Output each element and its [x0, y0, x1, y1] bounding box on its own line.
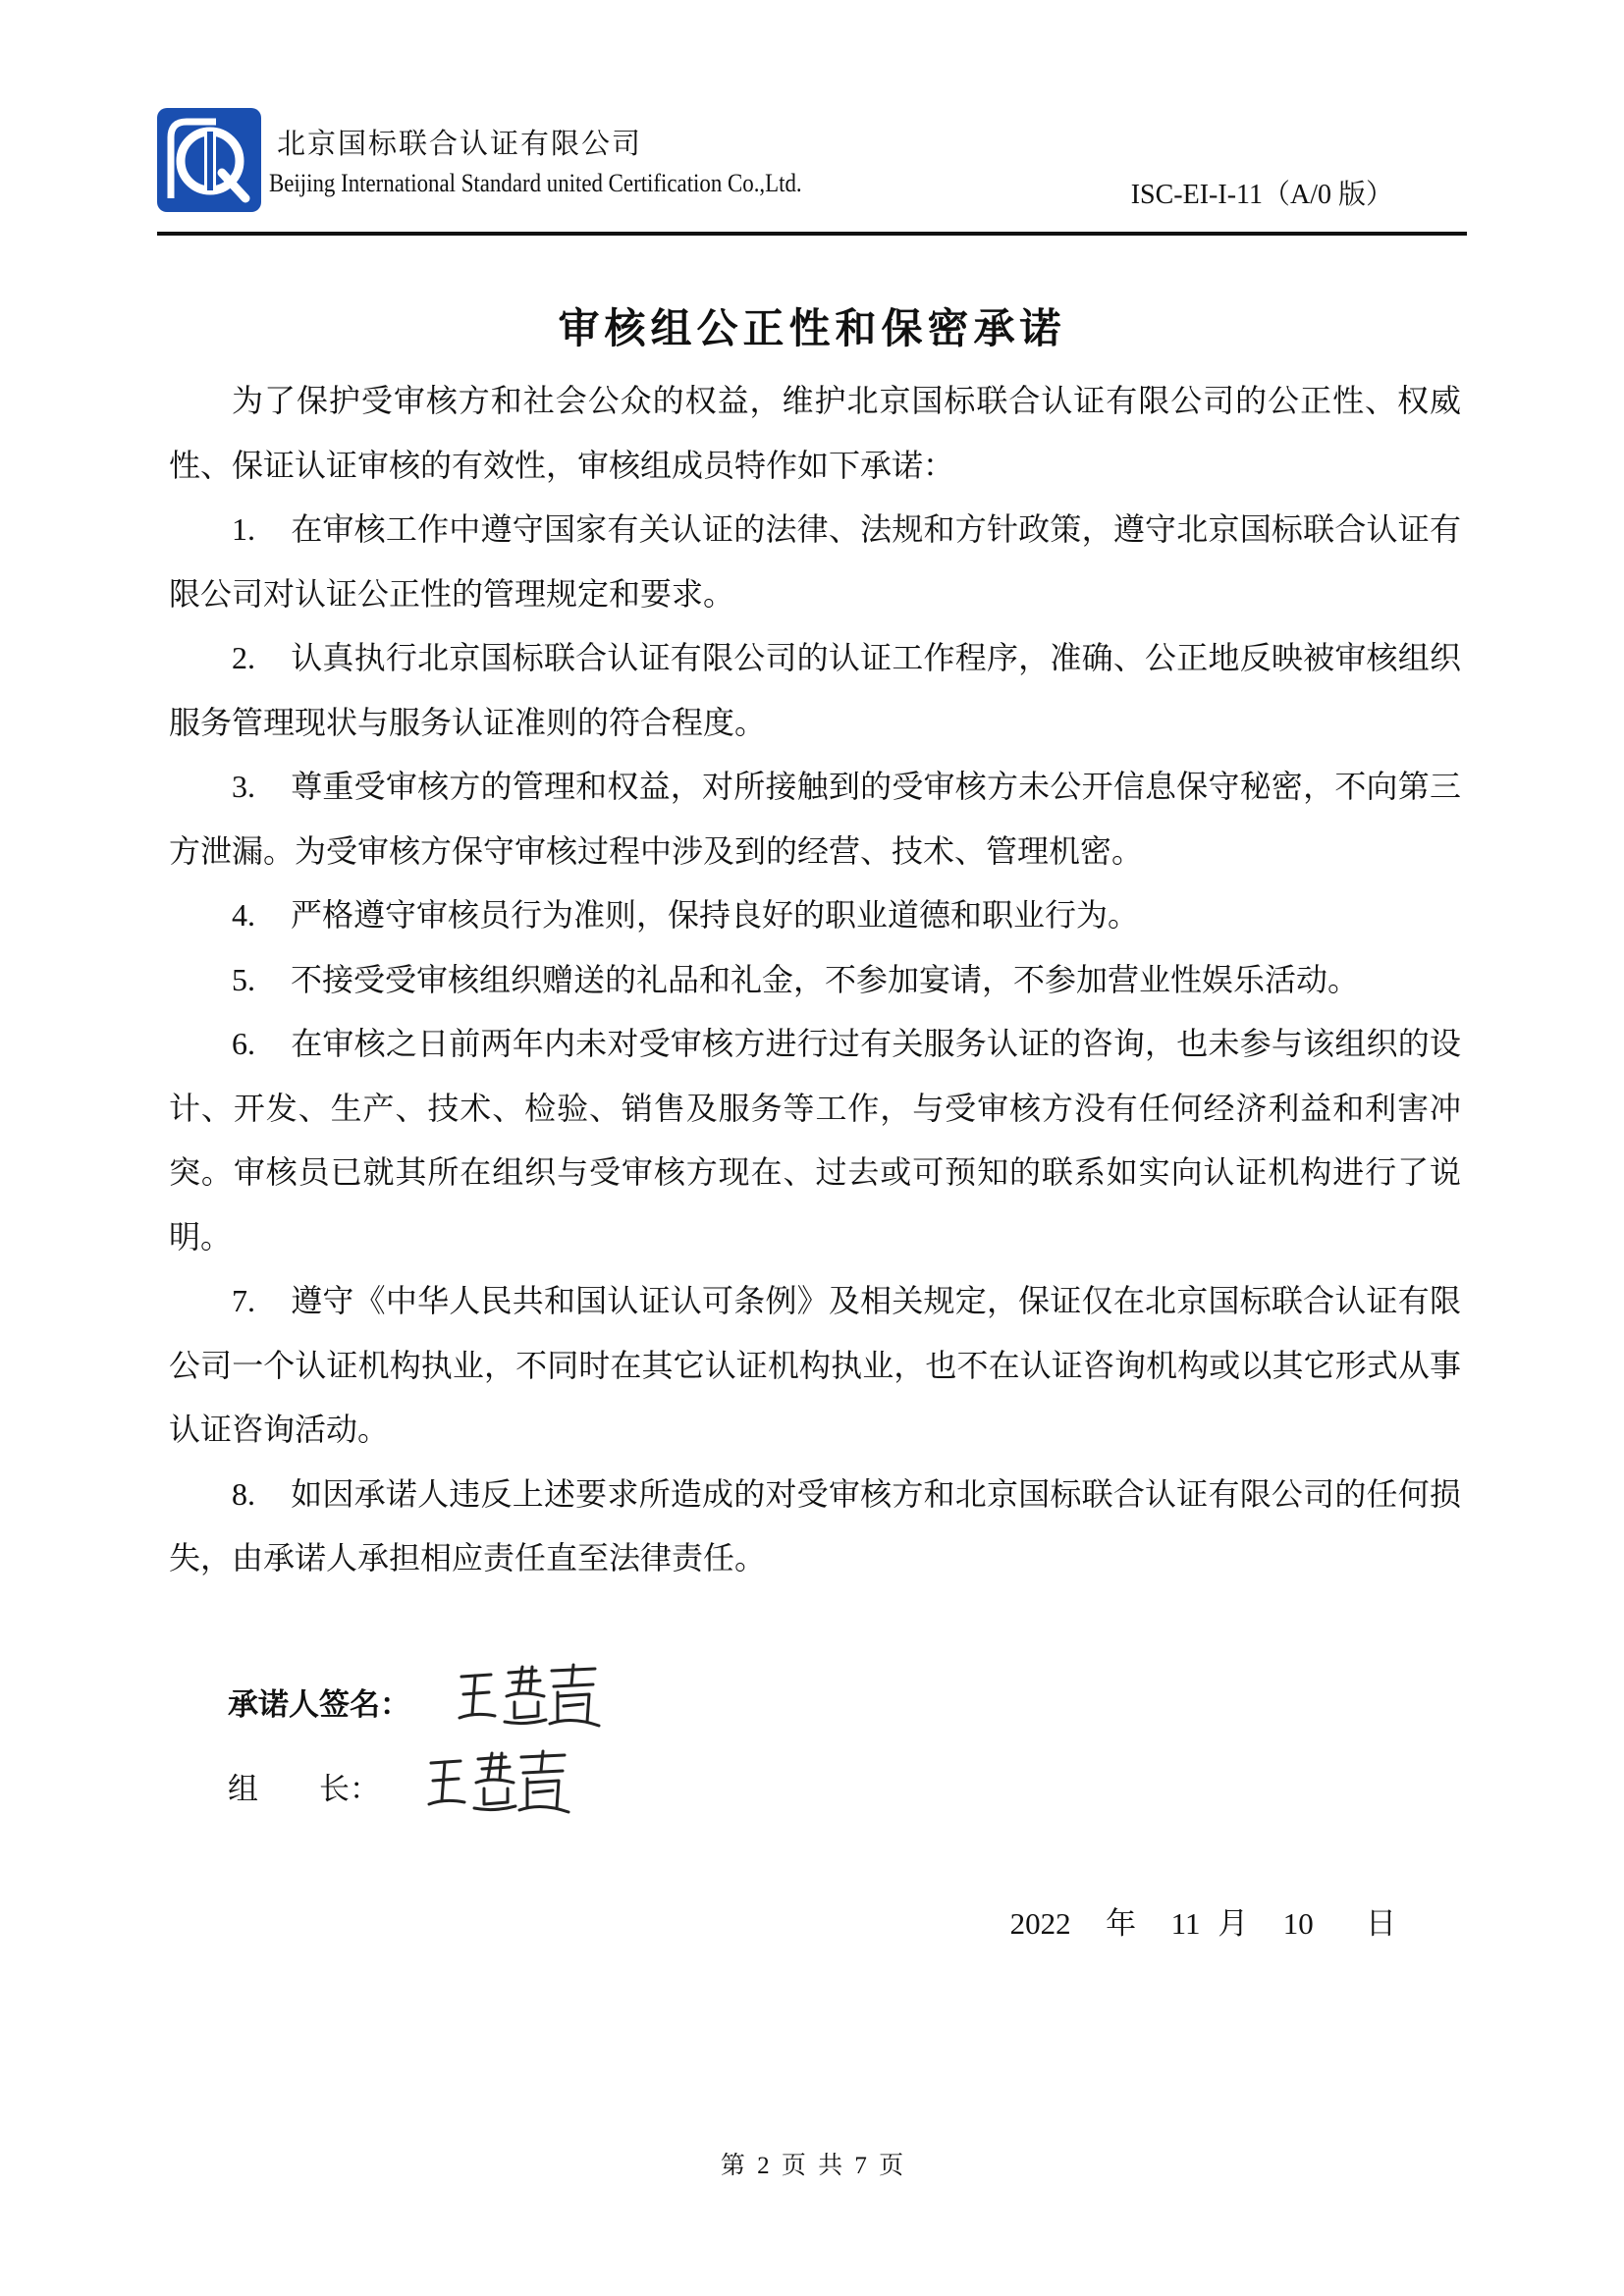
commitment-item-6	[169, 1012, 1461, 1269]
intro-paragraph: 为了保护受审核方和社会公众的权益，维护北京国标联合认证有限公司的公正性、权威性、保证认证审核的有效性，审核组成员特作如下承诺：	[169, 382, 1461, 484]
document-title: 审核组公正性和保密承诺	[558, 304, 1066, 352]
item-text: 尊重受审核方的管理和权益，对所接触到的受审核方未公开信息保守秘密，不向第三方泄漏。为受审核方保守审核过程中涉及到的经营、技术、管理机密。	[169, 768, 1461, 870]
item-number: 8.	[232, 1475, 255, 1512]
item-text: 不接受受审核组织赠送的礼品和礼金，不参加宴请，不参加营业性娱乐活动。	[291, 960, 1360, 998]
commitment-body	[169, 369, 1461, 1591]
promisor-signature-label: 承诺人签名：	[228, 1686, 410, 1723]
item-text: 认真执行北京国标联合认证有限公司的认证工作程序，准确、公正地反映被审核组织服务管理现状与服务认证准则的符合程度。	[169, 639, 1461, 741]
promisor-signature-row	[228, 1663, 603, 1739]
item-text: 遵守《中华人民共和国认证认可条例》及相关规定，保证仅在北京国标联合认证有限公司一个认证机构执业，不同时在其它认证机构执业，也不在认证咨询机构或以其它形式从事认证咨询活动。	[169, 1282, 1461, 1448]
handwritten-signature	[456, 1663, 603, 1739]
item-number: 5.	[232, 961, 255, 997]
header-divider	[157, 232, 1467, 236]
commitment-item-5	[169, 948, 1461, 1013]
commitment-item-1	[169, 498, 1461, 626]
team-leader-row	[228, 1747, 572, 1824]
company-name-en: Beijing International Standard united Certification Co.,Ltd.	[269, 169, 802, 197]
handwritten-signature	[425, 1747, 572, 1824]
item-number: 6.	[232, 1026, 255, 1061]
item-text: 如因承诺人违反上述要求所造成的对受审核方和北京国标联合认证有限公司的任何损失，由承诺人承担相应责任直至法律责任。	[169, 1474, 1461, 1576]
item-text: 严格遵守审核员行为准则，保持良好的职业道德和职业行为。	[291, 896, 1140, 934]
company-logo-icon	[157, 108, 261, 212]
item-number: 7.	[232, 1283, 255, 1318]
item-number: 3.	[232, 769, 255, 804]
commitment-item-2	[169, 626, 1461, 755]
item-text: 在审核工作中遵守国家有关认证的法律、法规和方针政策，遵守北京国标联合认证有限公司对认证公正性的管理规定和要求。	[169, 510, 1461, 613]
sign-date: 2022 年 11 月 10 日	[1009, 1906, 1396, 1941]
item-number: 4.	[232, 897, 255, 933]
company-name-cn: 北京国标联合认证有限公司	[277, 127, 643, 160]
team-leader-label: 组 长：	[228, 1771, 380, 1807]
document-code: ISC-EI-I-11（A/0 版）	[1130, 180, 1393, 210]
commitment-item-4	[169, 883, 1461, 948]
item-text: 在审核之日前两年内未对受审核方进行过有关服务认证的咨询，也未参与该组织的设计、开发、生产、技术、检验、销售及服务等工作，与受审核方没有任何经济利益和利害冲突。审核员已就其所在组织与受审核方现在、过去或可预知的联系如实向认证机构进行了说明。	[169, 1025, 1461, 1255]
commitment-item-3	[169, 755, 1461, 883]
commitment-item-7	[169, 1269, 1461, 1463]
item-number: 2.	[232, 640, 255, 675]
page-number: 第 2 页 共 7 页	[720, 2153, 904, 2179]
item-number: 1.	[232, 511, 255, 547]
commitment-item-8	[169, 1463, 1461, 1591]
